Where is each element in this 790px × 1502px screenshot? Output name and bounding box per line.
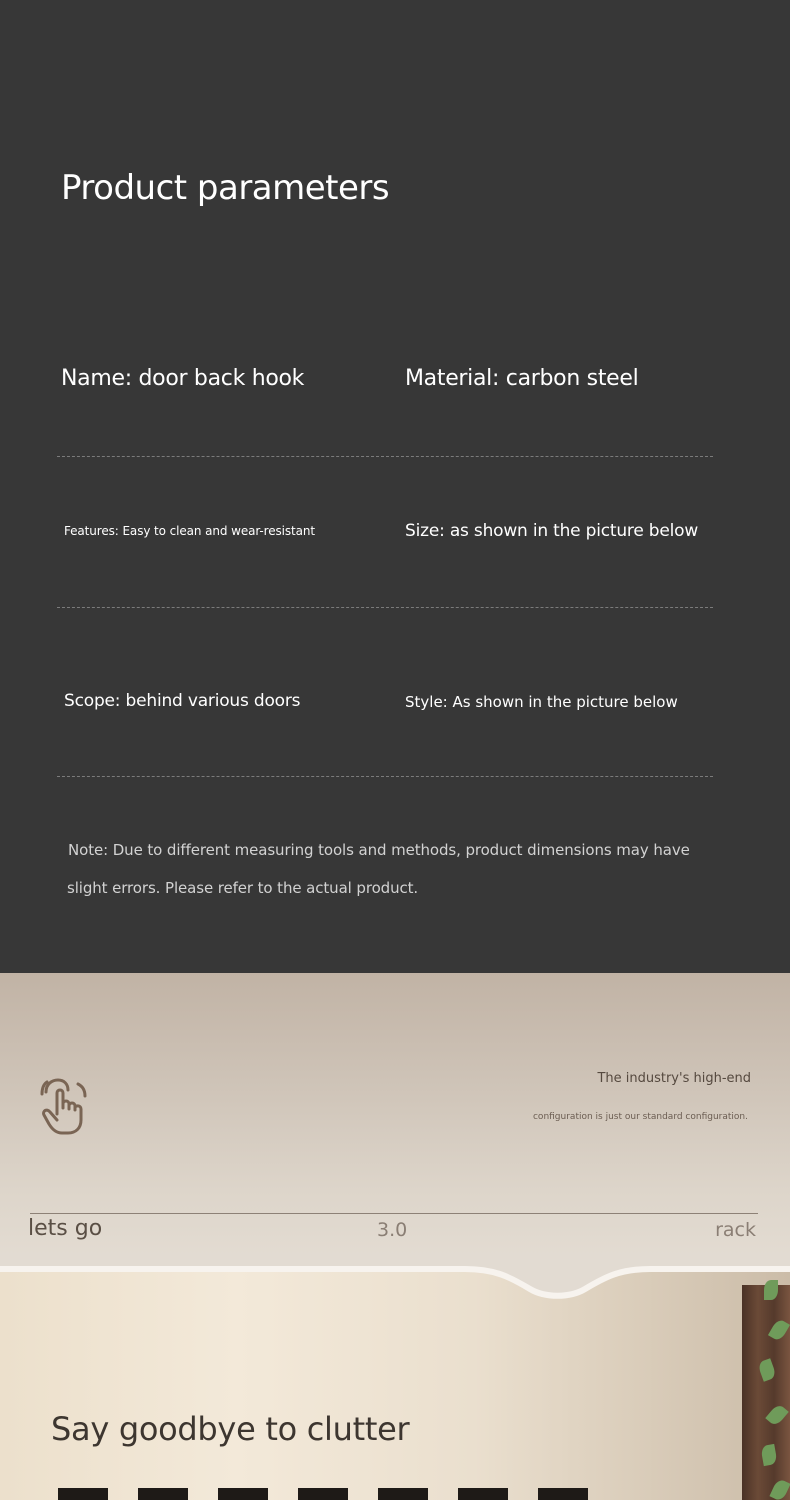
param-style: Style: As shown in the picture below (405, 693, 678, 711)
cropped-heading-graphic (58, 1488, 598, 1500)
param-scope: Scope: behind various doors (64, 691, 301, 711)
tagline-top: The industry's high-end (597, 1071, 751, 1086)
leaf-decoration (764, 1280, 778, 1300)
param-features: Features: Easy to clean and wear-resistant (64, 524, 316, 538)
section-title: Product parameters (61, 168, 390, 208)
label-lets-go: lets go (28, 1216, 103, 1241)
param-material: Material: carbon steel (405, 366, 639, 391)
wood-panel (742, 1285, 790, 1500)
divider (57, 776, 713, 777)
param-name: Name: door back hook (61, 366, 305, 391)
banner-divider (30, 1213, 758, 1214)
divider (57, 607, 713, 608)
param-size: Size: as shown in the picture below (405, 521, 699, 541)
note-line-1: Note: Due to different measuring tools and methods, product dimensions may have (68, 841, 690, 859)
divider (57, 456, 713, 457)
wave-divider (0, 1255, 790, 1315)
hero-slogan: Say goodbye to clutter (51, 1410, 410, 1448)
tagline-bottom: configuration is just our standard configuration. (532, 1112, 748, 1122)
label-rack: rack (715, 1219, 756, 1241)
hand-pointer-icon (40, 1078, 90, 1136)
note-line-2: slight errors. Please refer to the actual product. (67, 879, 419, 897)
label-version: 3.0 (377, 1219, 408, 1241)
